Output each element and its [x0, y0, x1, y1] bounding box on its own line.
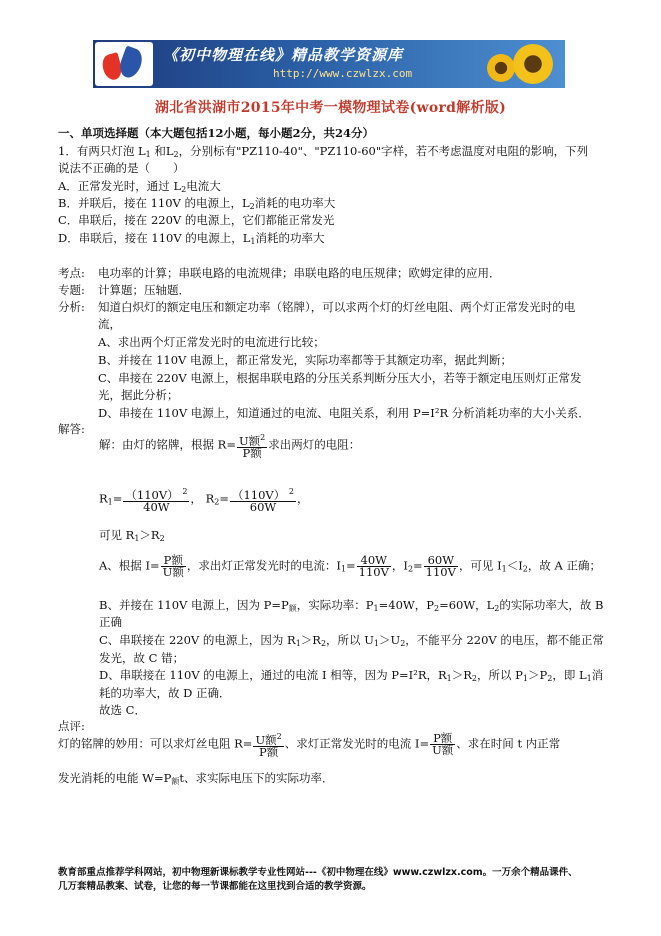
banner-title: 《初中物理在线》精品教学资源库 — [163, 46, 404, 64]
sunflower-icon — [513, 44, 553, 84]
comment-line-1: 灯的铭牌的妙用：可以求灯丝电阻 R= $\frac{U额^2}{\text{P额}}$ 、求灯正常发光时的电流 I= $\frac{\text{P额}}{\text{U额}}$ 、求在时间 t 内正常 — [58, 730, 561, 759]
page-footer — [58, 866, 618, 894]
zhuanti-text: 计算题；压轴题． — [98, 283, 190, 297]
fenxi-a: A、求出两个灯正常发光时的电流进行比较； — [98, 335, 325, 349]
fenxi-d: D、串接在 110V 电源上，知道通过的电流、电阻关系，利用 P=I²R 分析消耗功率的大小关系． — [98, 406, 590, 420]
site-logo — [95, 42, 153, 86]
option-b: B．并联后，接在 110V 的电源上，$L_2$消耗的电功率大 — [58, 196, 336, 211]
comment-line-2: 发光消耗的电能 $W=P_额t$、求实际电压下的实际功率． — [58, 771, 334, 786]
dianping-label: 点评: — [58, 719, 85, 733]
question-stem-2: 说法不正确的是（ ） — [58, 161, 185, 175]
fenxi-text-1: 知道白炽灯的额定电压和额定功率（铭牌），可以求两个灯的灯丝电阻、两个灯正常发光时的电 — [98, 300, 576, 314]
option-c: C．串联后，接在 220V 的电源上，它们都能正常发光 — [58, 213, 335, 227]
solution-intro: 解：由灯的铭牌，根据 R= $\frac{U额^2}{\text{P额}}$ 求出两灯的电阻： — [99, 433, 361, 460]
fenxi-c-2: 光，据此分析； — [98, 388, 179, 402]
footer-line-1: 教育部重点推荐学科网站，初中物理新课标教学专业性网站---《初中物理在线》www.czwlzx.com。一万余个精品课件、 — [58, 867, 578, 878]
kaodian-text: 电功率的计算；串联电路的电流规律；串联电路的电压规律；欧姆定律的应用． — [98, 266, 501, 280]
kaodian-label: 考点: — [58, 266, 85, 280]
sunflower-icon — [487, 54, 515, 82]
fenxi-label: 分析: — [58, 300, 85, 314]
jieda-label: 解答: — [58, 422, 85, 436]
answer-b: B、并接在 110V 电源上，因为 $P=P_额$，实际功率：$P_1=40W$，$P_2=60W$，$L_2$的实际功率大，故 B — [99, 598, 604, 613]
option-d: D．串联后，接在 110V 的电源上，$L_1$消耗的功率大 — [58, 231, 325, 246]
answer-a: A、根据 I= $\frac{\text{P额}}{\text{U额}}$ ，求出灯正常发光时的电流：$I_1=$ $\frac{40W}{110V}$ ，$I_2=$ $\frac{60W}{110V}$ ，可见 $I_1<I_2$，故 A 正确； — [99, 553, 601, 579]
option-a: A．正常发光时，通过 $L_2$电流大 — [58, 179, 221, 194]
document-title: 湖北省洪湖市2015年中考一模物理试卷(word解析版) — [154, 100, 507, 116]
fenxi-text-2: 流， — [98, 317, 121, 331]
resistance-formula: $R_1=$ $\frac{(110V) ^2}{40W}$ ， $R_2=$ $\frac{(110V) ^2}{60W}$ ， — [99, 487, 309, 514]
question-stem: 1．有两只灯泡 $L_1$ 和$L_2$，分别标有"PZ110‑40"、"PZ110‑60"字样，若不考虑温度对电阻的影响，下列 — [58, 144, 589, 159]
header-banner — [93, 40, 565, 88]
answer-d-2: 耗的功率大，故 D 正确． — [99, 686, 231, 700]
footer-line-2: 几万套精品教案、试卷，让您的每一节课都能在这里找到合适的教学资源。 — [58, 881, 372, 892]
final-choice: 故选 C． — [99, 703, 146, 717]
answer-b-2: 正确 — [99, 615, 122, 629]
fenxi-b: B、并接在 110V 电源上，都正常发光，实际功率都等于其额定功率，据此判断； — [98, 353, 513, 367]
zhuanti-label: 专题: — [58, 283, 85, 297]
fenxi-c-1: C、串接在 220V 电源上，根据串联电路的分压关系判断分压大小，若等于额定电压则灯正常发 — [98, 371, 582, 385]
answer-c-2: 发光，故 C 错； — [99, 651, 185, 665]
answer-c: C、串联接在 220V 的电源上，因为 $R_1>R_2$，所以 $U_1>U_2$，不能平分 220V 的电压，都不能正常 — [99, 633, 604, 648]
banner-url[interactable]: http://www.czwlzx.com — [273, 67, 413, 80]
section-heading: 一、单项选择题（本大题包括12小题，每小题2分，共24分） — [58, 126, 375, 140]
answer-d: D、串联接在 110V 的电源上，通过的电流 I 相等，因为 P=I²R，$R_1>R_2$，所以 $P_1>P_2$，即 $L_1$消 — [99, 668, 604, 683]
compare-resistance: 可见 $R_1>R_2$ — [99, 528, 165, 543]
